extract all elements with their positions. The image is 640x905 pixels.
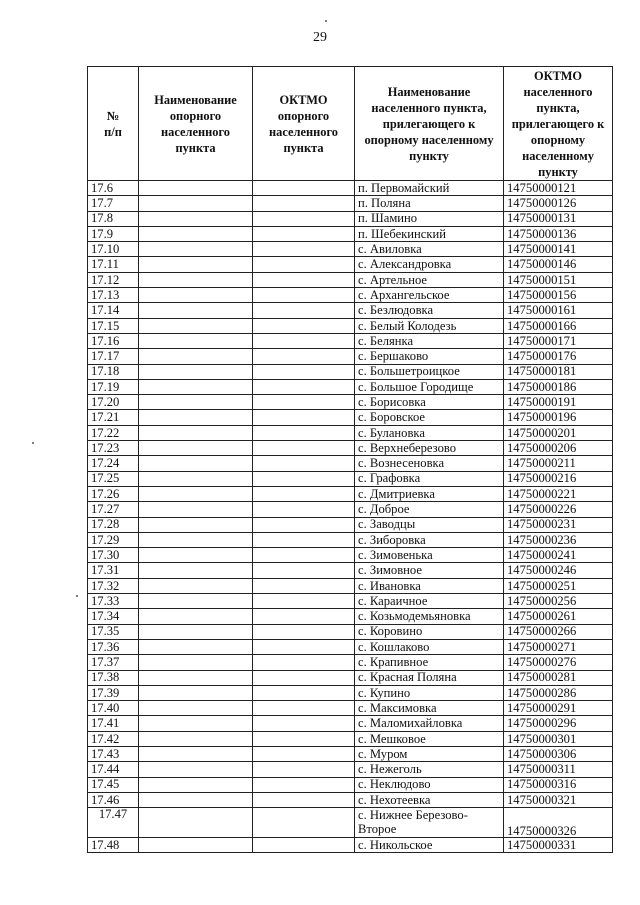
table-row [88, 532, 613, 547]
row-number: 17.13 [88, 288, 139, 303]
ref-name-cell [139, 486, 253, 501]
table-row [88, 563, 613, 578]
oktmo-code: 14750000321 [504, 792, 613, 807]
header-ref-oktmo: ОКТМО опорного населенного пункта [253, 67, 355, 181]
ref-name-cell [139, 685, 253, 700]
row-number: 17.39 [88, 685, 139, 700]
table-row [88, 318, 613, 333]
ref-name-cell [139, 777, 253, 792]
table-row [88, 333, 613, 348]
oktmo-code: 14750000176 [504, 349, 613, 364]
oktmo-code: 14750000311 [504, 762, 613, 777]
oktmo-code: 14750000166 [504, 318, 613, 333]
row-number: 17.26 [88, 486, 139, 501]
ref-name-cell [139, 670, 253, 685]
ref-oktmo-cell [253, 257, 355, 272]
oktmo-code: 14750000146 [504, 257, 613, 272]
row-number: 17.12 [88, 272, 139, 287]
ref-name-cell [139, 701, 253, 716]
row-number: 17.8 [88, 211, 139, 226]
ref-oktmo-cell [253, 242, 355, 257]
oktmo-code: 14750000121 [504, 181, 613, 196]
table-row [88, 731, 613, 746]
ref-oktmo-cell [253, 395, 355, 410]
row-number: 17.29 [88, 532, 139, 547]
ref-name-cell [139, 502, 253, 517]
settlement-name: с. Зимовное [355, 563, 504, 578]
oktmo-code: 14750000201 [504, 425, 613, 440]
oktmo-code: 14750000241 [504, 548, 613, 563]
oktmo-code: 14750000236 [504, 532, 613, 547]
row-number: 17.36 [88, 639, 139, 654]
ref-name-cell [139, 792, 253, 807]
ref-name-cell [139, 211, 253, 226]
row-number: 17.34 [88, 609, 139, 624]
table-row [88, 578, 613, 593]
oktmo-code: 14750000286 [504, 685, 613, 700]
settlement-name: с. Большое Городище [355, 379, 504, 394]
table-row [88, 594, 613, 609]
ref-name-cell [139, 441, 253, 456]
settlement-name: с. Борисовка [355, 395, 504, 410]
table-row [88, 456, 613, 471]
ref-oktmo-cell [253, 746, 355, 761]
row-number: 17.16 [88, 333, 139, 348]
oktmo-code: 14750000251 [504, 578, 613, 593]
ref-oktmo-cell [253, 563, 355, 578]
ref-oktmo-cell [253, 838, 355, 853]
ref-name-cell [139, 456, 253, 471]
ref-oktmo-cell [253, 777, 355, 792]
row-number: 17.19 [88, 379, 139, 394]
row-number: 17.21 [88, 410, 139, 425]
settlement-name: с. Архангельское [355, 288, 504, 303]
table-row [88, 838, 613, 853]
row-number: 17.48 [88, 838, 139, 853]
row-number: 17.9 [88, 226, 139, 241]
ref-oktmo-cell [253, 639, 355, 654]
settlement-name: с. Боровское [355, 410, 504, 425]
settlement-name: с. Коровино [355, 624, 504, 639]
ref-oktmo-cell [253, 379, 355, 394]
table-row [88, 242, 613, 257]
oktmo-code: 14750000151 [504, 272, 613, 287]
table-row [88, 379, 613, 394]
oktmo-code: 14750000171 [504, 333, 613, 348]
row-number: 17.18 [88, 364, 139, 379]
row-number: 17.41 [88, 716, 139, 731]
oktmo-code: 14750000181 [504, 364, 613, 379]
table-row [88, 792, 613, 807]
ref-name-cell [139, 425, 253, 440]
table-row [88, 777, 613, 792]
ref-oktmo-cell [253, 808, 355, 838]
oktmo-code: 14750000291 [504, 701, 613, 716]
ref-oktmo-cell [253, 410, 355, 425]
ref-oktmo-cell [253, 364, 355, 379]
ref-oktmo-cell [253, 532, 355, 547]
row-number: 17.7 [88, 196, 139, 211]
table-row [88, 486, 613, 501]
ref-oktmo-cell [253, 288, 355, 303]
ref-oktmo-cell [253, 762, 355, 777]
oktmo-code: 14750000276 [504, 655, 613, 670]
table-row [88, 288, 613, 303]
oktmo-code: 14750000306 [504, 746, 613, 761]
ref-name-cell [139, 471, 253, 486]
settlement-name: п. Шебекинский [355, 226, 504, 241]
ref-oktmo-cell [253, 594, 355, 609]
row-number: 17.25 [88, 471, 139, 486]
ref-oktmo-cell [253, 502, 355, 517]
row-number: 17.37 [88, 655, 139, 670]
ref-oktmo-cell [253, 196, 355, 211]
row-number: 17.40 [88, 701, 139, 716]
ref-name-cell [139, 731, 253, 746]
oktmo-code: 14750000331 [504, 838, 613, 853]
table-row [88, 670, 613, 685]
table-row [88, 181, 613, 196]
row-number: 17.33 [88, 594, 139, 609]
header-ref-name: Наименование опорного населенного пункта [139, 67, 253, 181]
table-row [88, 609, 613, 624]
ref-oktmo-cell [253, 181, 355, 196]
table-row [88, 701, 613, 716]
row-number: 17.43 [88, 746, 139, 761]
ref-oktmo-cell [253, 471, 355, 486]
ref-oktmo-cell [253, 456, 355, 471]
oktmo-code: 14750000196 [504, 410, 613, 425]
ref-name-cell [139, 303, 253, 318]
ref-name-cell [139, 532, 253, 547]
table-row [88, 517, 613, 532]
table-row [88, 502, 613, 517]
settlement-name: с. Нехотеевка [355, 792, 504, 807]
ref-name-cell [139, 838, 253, 853]
settlement-name: с. Большетроицкое [355, 364, 504, 379]
ref-name-cell [139, 257, 253, 272]
settlement-name: с. Кошлаково [355, 639, 504, 654]
row-number: 17.30 [88, 548, 139, 563]
settlement-name: с. Красная Поляна [355, 670, 504, 685]
settlement-name: с. Ивановка [355, 578, 504, 593]
oktmo-code: 14750000141 [504, 242, 613, 257]
oktmo-code: 14750000326 [504, 808, 613, 838]
settlements-table [87, 66, 613, 853]
oktmo-code: 14750000226 [504, 502, 613, 517]
row-number: 17.6 [88, 181, 139, 196]
ref-oktmo-cell [253, 578, 355, 593]
settlement-name: с. Козьмодемьяновка [355, 609, 504, 624]
settlement-name: с. Нежеголь [355, 762, 504, 777]
table-row [88, 211, 613, 226]
settlement-name: с. Нижнее Березово-Второе [355, 808, 504, 838]
ref-oktmo-cell [253, 609, 355, 624]
ref-oktmo-cell [253, 349, 355, 364]
table-row [88, 808, 613, 838]
settlement-name: с. Караичное [355, 594, 504, 609]
ref-oktmo-cell [253, 318, 355, 333]
ref-oktmo-cell [253, 211, 355, 226]
ref-name-cell [139, 379, 253, 394]
oktmo-code: 14750000281 [504, 670, 613, 685]
row-number: 17.24 [88, 456, 139, 471]
row-number: 17.14 [88, 303, 139, 318]
ref-oktmo-cell [253, 333, 355, 348]
table-row [88, 639, 613, 654]
oktmo-code: 14750000301 [504, 731, 613, 746]
ref-oktmo-cell [253, 303, 355, 318]
table-row [88, 226, 613, 241]
ref-name-cell [139, 181, 253, 196]
ref-name-cell [139, 639, 253, 654]
settlement-name: с. Мешковое [355, 731, 504, 746]
row-number: 17.46 [88, 792, 139, 807]
ref-oktmo-cell [253, 548, 355, 563]
oktmo-code: 14750000231 [504, 517, 613, 532]
table-row [88, 196, 613, 211]
ref-name-cell [139, 226, 253, 241]
row-number: 17.28 [88, 517, 139, 532]
oktmo-code: 14750000191 [504, 395, 613, 410]
row-number: 17.32 [88, 578, 139, 593]
settlement-name: с. Верхнеберезово [355, 441, 504, 456]
page-number: 29 [313, 30, 327, 45]
row-number: 17.42 [88, 731, 139, 746]
ref-name-cell [139, 762, 253, 777]
table-row [88, 395, 613, 410]
table-row [88, 425, 613, 440]
row-number: 17.38 [88, 670, 139, 685]
settlement-name: с. Графовка [355, 471, 504, 486]
ref-name-cell [139, 410, 253, 425]
settlement-name: с. Доброе [355, 502, 504, 517]
header-adj-oktmo: ОКТМО населенного пункта, прилегающего к опорному населенному пункту [504, 67, 613, 181]
table-row [88, 471, 613, 486]
ref-name-cell [139, 333, 253, 348]
oktmo-code: 14750000136 [504, 226, 613, 241]
row-number: 17.15 [88, 318, 139, 333]
ref-name-cell [139, 609, 253, 624]
oktmo-code: 14750000131 [504, 211, 613, 226]
scan-speck [32, 442, 34, 444]
ref-oktmo-cell [253, 272, 355, 287]
header-adj-name: Наименование населенного пункта, прилегающего к опорному населенному пункту [355, 67, 504, 181]
settlement-name: с. Авиловка [355, 242, 504, 257]
row-number: 17.44 [88, 762, 139, 777]
ref-name-cell [139, 808, 253, 838]
scan-speck [325, 20, 327, 22]
ref-name-cell [139, 288, 253, 303]
ref-oktmo-cell [253, 624, 355, 639]
ref-name-cell [139, 349, 253, 364]
ref-oktmo-cell [253, 517, 355, 532]
ref-oktmo-cell [253, 716, 355, 731]
settlement-name: с. Александровка [355, 257, 504, 272]
settlement-name: с. Крапивное [355, 655, 504, 670]
settlement-name: с. Белянка [355, 333, 504, 348]
settlement-name: с. Зимовенька [355, 548, 504, 563]
table-row [88, 257, 613, 272]
ref-oktmo-cell [253, 685, 355, 700]
settlement-name: с. Булановка [355, 425, 504, 440]
row-number: 17.10 [88, 242, 139, 257]
ref-name-cell [139, 318, 253, 333]
settlement-name: с. Безлюдовка [355, 303, 504, 318]
table-row [88, 441, 613, 456]
table-row [88, 685, 613, 700]
table-header-row [88, 67, 613, 181]
row-number: 17.47 [88, 808, 139, 838]
oktmo-code: 14750000126 [504, 196, 613, 211]
ref-name-cell [139, 196, 253, 211]
settlement-name: с. Белый Колодезь [355, 318, 504, 333]
table-row [88, 655, 613, 670]
settlement-name: с. Дмитриевка [355, 486, 504, 501]
table-row [88, 303, 613, 318]
settlement-name: с. Бершаково [355, 349, 504, 364]
ref-oktmo-cell [253, 792, 355, 807]
row-number: 17.27 [88, 502, 139, 517]
ref-oktmo-cell [253, 731, 355, 746]
oktmo-code: 14750000156 [504, 288, 613, 303]
row-number: 17.23 [88, 441, 139, 456]
settlement-name: с. Максимовка [355, 701, 504, 716]
ref-name-cell [139, 563, 253, 578]
row-number: 17.20 [88, 395, 139, 410]
ref-name-cell [139, 548, 253, 563]
settlement-name: с. Зиборовка [355, 532, 504, 547]
ref-name-cell [139, 364, 253, 379]
settlement-name: с. Муром [355, 746, 504, 761]
ref-oktmo-cell [253, 670, 355, 685]
ref-name-cell [139, 716, 253, 731]
ref-name-cell [139, 395, 253, 410]
table-row [88, 716, 613, 731]
settlement-name: п. Шамино [355, 211, 504, 226]
settlement-name: с. Никольское [355, 838, 504, 853]
ref-name-cell [139, 594, 253, 609]
ref-name-cell [139, 655, 253, 670]
settlement-name: с. Неклюдово [355, 777, 504, 792]
oktmo-code: 14750000211 [504, 456, 613, 471]
settlement-name: п. Поляна [355, 196, 504, 211]
ref-oktmo-cell [253, 226, 355, 241]
table-row [88, 349, 613, 364]
row-number: 17.17 [88, 349, 139, 364]
oktmo-code: 14750000256 [504, 594, 613, 609]
header-num: № п/п [88, 67, 139, 181]
ref-oktmo-cell [253, 486, 355, 501]
ref-oktmo-cell [253, 441, 355, 456]
settlement-name: с. Купино [355, 685, 504, 700]
settlement-name: с. Артельное [355, 272, 504, 287]
row-number: 17.31 [88, 563, 139, 578]
row-number: 17.45 [88, 777, 139, 792]
scan-speck [76, 595, 78, 597]
ref-name-cell [139, 746, 253, 761]
ref-oktmo-cell [253, 701, 355, 716]
oktmo-code: 14750000206 [504, 441, 613, 456]
table-row [88, 548, 613, 563]
oktmo-code: 14750000186 [504, 379, 613, 394]
table-row [88, 364, 613, 379]
ref-name-cell [139, 578, 253, 593]
oktmo-code: 14750000246 [504, 563, 613, 578]
settlement-name: с. Маломихайловка [355, 716, 504, 731]
oktmo-code: 14750000316 [504, 777, 613, 792]
oktmo-code: 14750000296 [504, 716, 613, 731]
settlement-name: п. Первомайский [355, 181, 504, 196]
ref-oktmo-cell [253, 655, 355, 670]
oktmo-code: 14750000161 [504, 303, 613, 318]
table-row [88, 624, 613, 639]
settlement-name: с. Заводцы [355, 517, 504, 532]
ref-name-cell [139, 272, 253, 287]
oktmo-code: 14750000221 [504, 486, 613, 501]
oktmo-code: 14750000271 [504, 639, 613, 654]
oktmo-code: 14750000266 [504, 624, 613, 639]
row-number: 17.11 [88, 257, 139, 272]
settlement-name: с. Вознесеновка [355, 456, 504, 471]
ref-name-cell [139, 624, 253, 639]
ref-name-cell [139, 517, 253, 532]
table-row [88, 410, 613, 425]
ref-oktmo-cell [253, 425, 355, 440]
row-number: 17.35 [88, 624, 139, 639]
table-row [88, 762, 613, 777]
row-number: 17.22 [88, 425, 139, 440]
table-row [88, 746, 613, 761]
oktmo-code: 14750000261 [504, 609, 613, 624]
ref-name-cell [139, 242, 253, 257]
oktmo-code: 14750000216 [504, 471, 613, 486]
table-row [88, 272, 613, 287]
